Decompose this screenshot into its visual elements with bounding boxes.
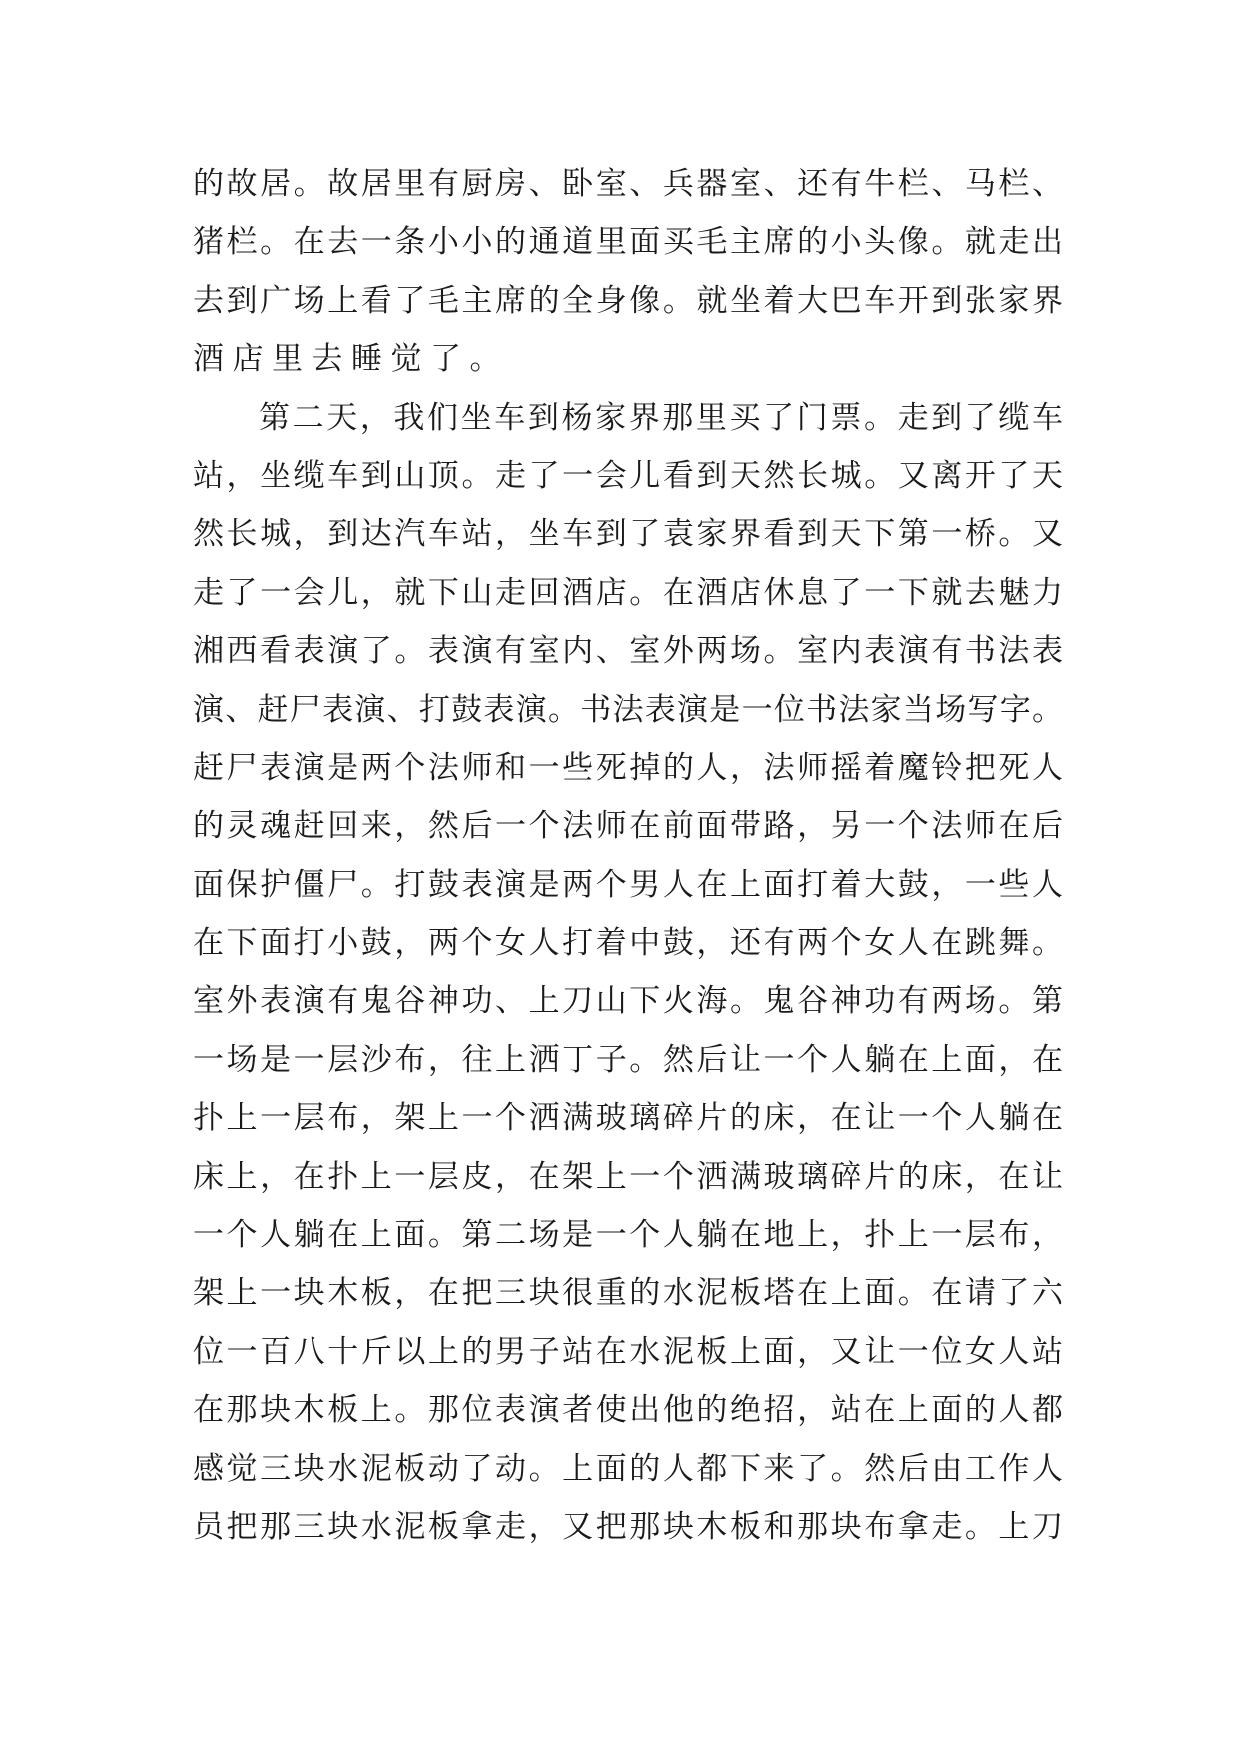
text-line: 猪栏。在去一条小小的通道里面买毛主席的小头像。就走出 [193,224,1063,261]
text-line: 室外表演有鬼谷神功、上刀山下火海。鬼谷神功有两场。第 [193,983,1063,1020]
text-line: 站，坐缆车到山顶。走了一会儿看到天然长城。又离开了天 [193,457,1063,494]
text-line: 架上一块木板，在把三块很重的水泥板塔在上面。在请了六 [193,1275,1063,1312]
text-line: 扑上一层布，架上一个洒满玻璃碎片的床，在让一个人躺在 [193,1100,1063,1137]
text-line: 员把那三块水泥板拿走，又把那块木板和那块布拿走。上刀 [193,1508,1063,1545]
body-text [193,155,1063,1556]
text-line: 的灵魂赶回来，然后一个法师在前面带路，另一个法师在后 [193,808,1063,845]
text-line: 酒店里去睡觉了。 [193,341,509,378]
text-line: 的故居。故居里有厨房、卧室、兵器室、还有牛栏、马栏、 [193,166,1063,202]
text-line: 在下面打小鼓，两个女人打着中鼓，还有两个女人在跳舞。 [193,925,1063,962]
text-line: 然长城，到达汽车站，坐车到了袁家界看到天下第一桥。又 [193,516,1063,553]
text-line: 床上，在扑上一层皮，在架上一个洒满玻璃碎片的床，在让 [193,1158,1063,1195]
text-line: 去到广场上看了毛主席的全身像。就坐着大巴车开到张家界 [193,282,1063,319]
text-line: 面保护僵尸。打鼓表演是两个男人在上面打着大鼓，一些人 [193,866,1063,903]
text-line: 感觉三块水泥板动了动。上面的人都下来了。然后由工作人 [193,1450,1063,1487]
text-line: 走了一会儿，就下山走回酒店。在酒店休息了一下就去魅力 [193,574,1063,611]
text-line: 位一百八十斤以上的男子站在水泥板上面，又让一位女人站 [193,1333,1063,1370]
text-line: 演、赶尸表演、打鼓表演。书法表演是一位书法家当场写字。 [193,691,1063,728]
text-line: 湘西看表演了。表演有室内、室外两场。室内表演有书法表 [193,633,1063,670]
text-line: 第二天，我们坐车到杨家界那里买了门票。走到了缆车 [259,399,1063,436]
text-line: 在那块木板上。那位表演者使出他的绝招，站在上面的人都 [193,1392,1063,1429]
text-line: 一场是一层沙布，往上洒丁子。然后让一个人躺在上面，在 [193,1041,1063,1078]
text-line: 一个人躺在上面。第二场是一个人躺在地上，扑上一层布， [193,1217,1063,1254]
text-line: 赶尸表演是两个法师和一些死掉的人，法师摇着魔铃把死人 [193,749,1063,786]
